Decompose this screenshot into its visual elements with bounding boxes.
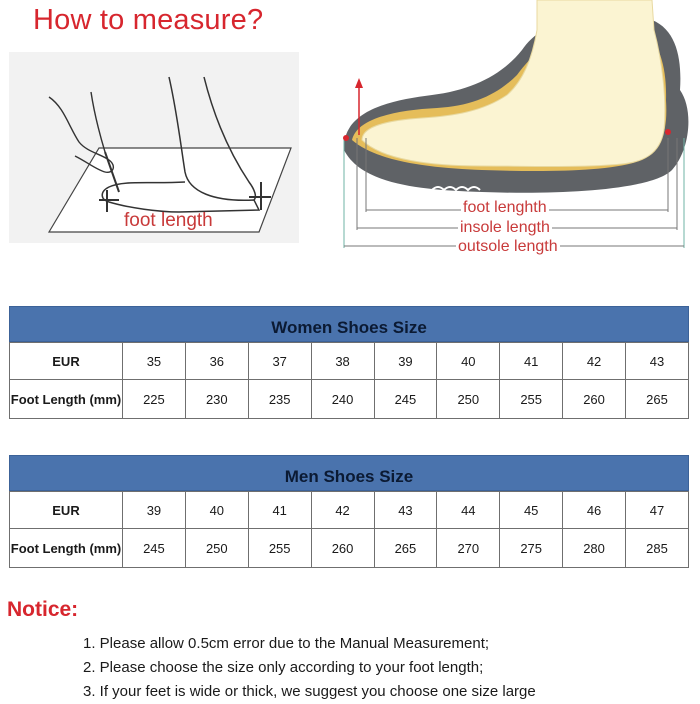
shoe-outsole-length-label: outsole length (458, 238, 558, 255)
notice-item: 2. Please choose the size only according to your foot length; (83, 659, 484, 676)
table-cell: 235 (248, 380, 311, 419)
foot-length-label: foot length (124, 210, 213, 231)
table-cell: 39 (123, 492, 186, 529)
notice-heading: Notice: (7, 598, 79, 621)
notice-item: 1. Please allow 0.5cm error due to the Manual Measurement; (83, 635, 490, 652)
table-cell: 46 (563, 492, 626, 529)
page-title: How to measure? (33, 4, 264, 36)
table-cell: 250 (185, 529, 248, 568)
table-cell: 37 (248, 343, 311, 380)
table-cell: 43 (374, 492, 437, 529)
table-cell: 245 (123, 529, 186, 568)
table-cell: 265 (374, 529, 437, 568)
women-size-grid (9, 342, 689, 419)
table-cell: 44 (437, 492, 500, 529)
table-cell: 45 (500, 492, 563, 529)
table-cell: 275 (500, 529, 563, 568)
notice-list (83, 632, 536, 704)
table-cell: 245 (374, 380, 437, 419)
men-size-table (9, 455, 689, 568)
table-row (10, 380, 689, 419)
table-cell: 36 (185, 343, 248, 380)
table-cell: 47 (626, 492, 689, 529)
table-cell: 41 (248, 492, 311, 529)
table-cell: 280 (563, 529, 626, 568)
table-cell: 42 (311, 492, 374, 529)
shoe-foot-length-label: foot lenghth (463, 199, 547, 216)
table-cell: 240 (311, 380, 374, 419)
men-table-title: Men Shoes Size (9, 455, 689, 491)
row-label: Foot Length (mm) (10, 380, 123, 419)
table-cell: 42 (563, 343, 626, 380)
table-cell: 225 (123, 380, 186, 419)
table-cell: 255 (500, 380, 563, 419)
table-cell: 255 (248, 529, 311, 568)
table-row (10, 529, 689, 568)
men-size-grid (9, 491, 689, 568)
shoe-insole-length-label: insole length (460, 219, 550, 236)
table-cell: 39 (374, 343, 437, 380)
notice-item: 3. If your feet is wide or thick, we suggest you choose one size large (83, 683, 536, 700)
table-cell: 260 (563, 380, 626, 419)
women-table-title: Women Shoes Size (9, 306, 689, 342)
table-row (10, 343, 689, 380)
table-cell: 40 (437, 343, 500, 380)
table-cell: 230 (185, 380, 248, 419)
table-cell: 265 (626, 380, 689, 419)
table-row (10, 492, 689, 529)
table-cell: 270 (437, 529, 500, 568)
women-size-table (9, 306, 689, 419)
row-label: EUR (10, 343, 123, 380)
table-cell: 43 (626, 343, 689, 380)
table-cell: 41 (500, 343, 563, 380)
table-cell: 40 (185, 492, 248, 529)
row-label: EUR (10, 492, 123, 529)
table-cell: 250 (437, 380, 500, 419)
table-cell: 35 (123, 343, 186, 380)
table-cell: 38 (311, 343, 374, 380)
row-label: Foot Length (mm) (10, 529, 123, 568)
table-cell: 260 (311, 529, 374, 568)
table-cell: 285 (626, 529, 689, 568)
